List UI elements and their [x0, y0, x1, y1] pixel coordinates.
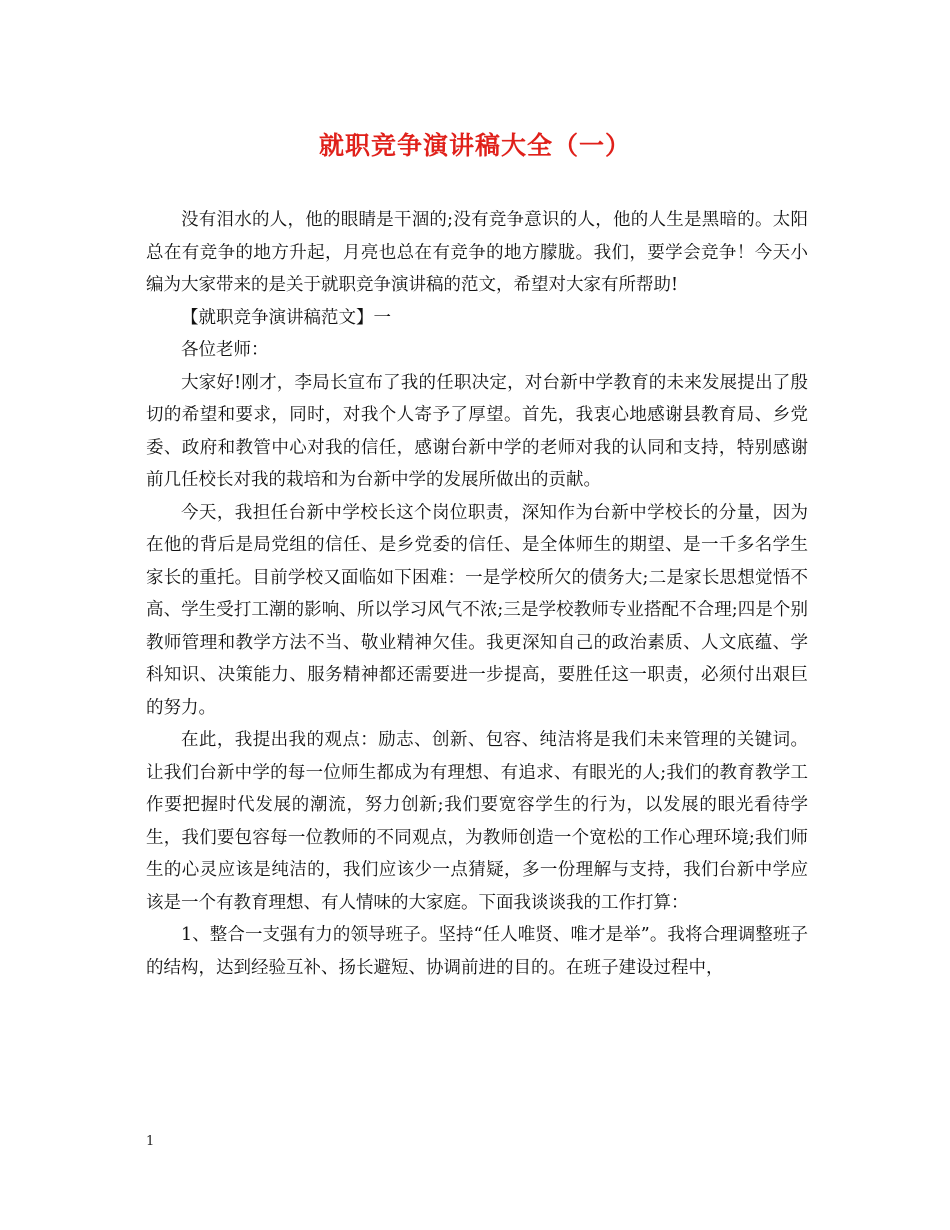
paragraph-viewpoint: 在此，我提出我的观点：励志、创新、包容、纯洁将是我们未来管理的关键词。让我们台新中学的每一位师生都成为有理想、有追求、有眼光的人;我们的教育教学工作要把握时代发展的潮流，努力创新;我们要宽容学生的行为，以发展的眼光看待学生，我们要包容每一位教师的不同观点，为教师创造一个宽松的工作心理环境;我们师生的心灵应该是纯洁的，我们应该少一点猜疑，多一份理解与支持，我们台新中学应该是一个有教育理想、有人情味的大家庭。下面我谈谈我的工作打算：: [146, 730, 808, 913]
paragraph-greeting: 大家好!刚才，李局长宣布了我的任职决定，对台新中学教育的未来发展提出了殷切的希望和要求，同时，对我个人寄予了厚望。首先，我衷心地感谢县教育局、乡党委、政府和教管中心对我的信任，感谢台新中学的老师对我的认同和支持，特别感谢前几任校长对我的栽培和为台新中学的发展所做出的贡献。: [146, 372, 808, 490]
paragraph-salutation: 各位老师：: [181, 340, 269, 360]
paragraph-section-heading: 【就职竞争演讲稿范文】一: [181, 307, 391, 328]
page-number: 1: [146, 1134, 155, 1149]
document-body: [146, 204, 808, 984]
paragraph-responsibility: 今天，我担任台新中学校长这个岗位职责，深知作为台新中学校长的分量，因为在他的背后是局党组的信任、是乡党委的信任、是全体师生的期望、是一千多名学生家长的重托。目前学校又面临如下困难：一是学校所欠的债务大;二是家长思想觉悟不高、学生受打工潮的影响、所以学习风气不浓;三是学校教师专业搭配不合理;四是个别教师管理和教学方法不当、敬业精神欠佳。我更深知自己的政治素质、人文底蕴、学科知识、决策能力、服务精神都还需要进一步提高，要胜任这一职责，必须付出艰巨的努力。: [146, 502, 808, 718]
document-title: 就职竞争演讲稿大全（一）: [318, 131, 631, 160]
paragraph-plan-1: 1、整合一支强有力的领导班子。坚持“任人唯贤、唯才是举”。我将合理调整班子的结构，达到经验互补、扬长避短、协调前进的目的。在班子建设过程中，: [146, 925, 808, 978]
paragraph-intro: 没有泪水的人，他的眼睛是干涸的;没有竞争意识的人，他的人生是黑暗的。太阳总在有竞争的地方升起，月亮也总在有竞争的地方朦胧。我们，要学会竞争！今天小编为大家带来的是关于就职竞争演讲稿的范文，希望对大家有所帮助!: [146, 210, 808, 295]
